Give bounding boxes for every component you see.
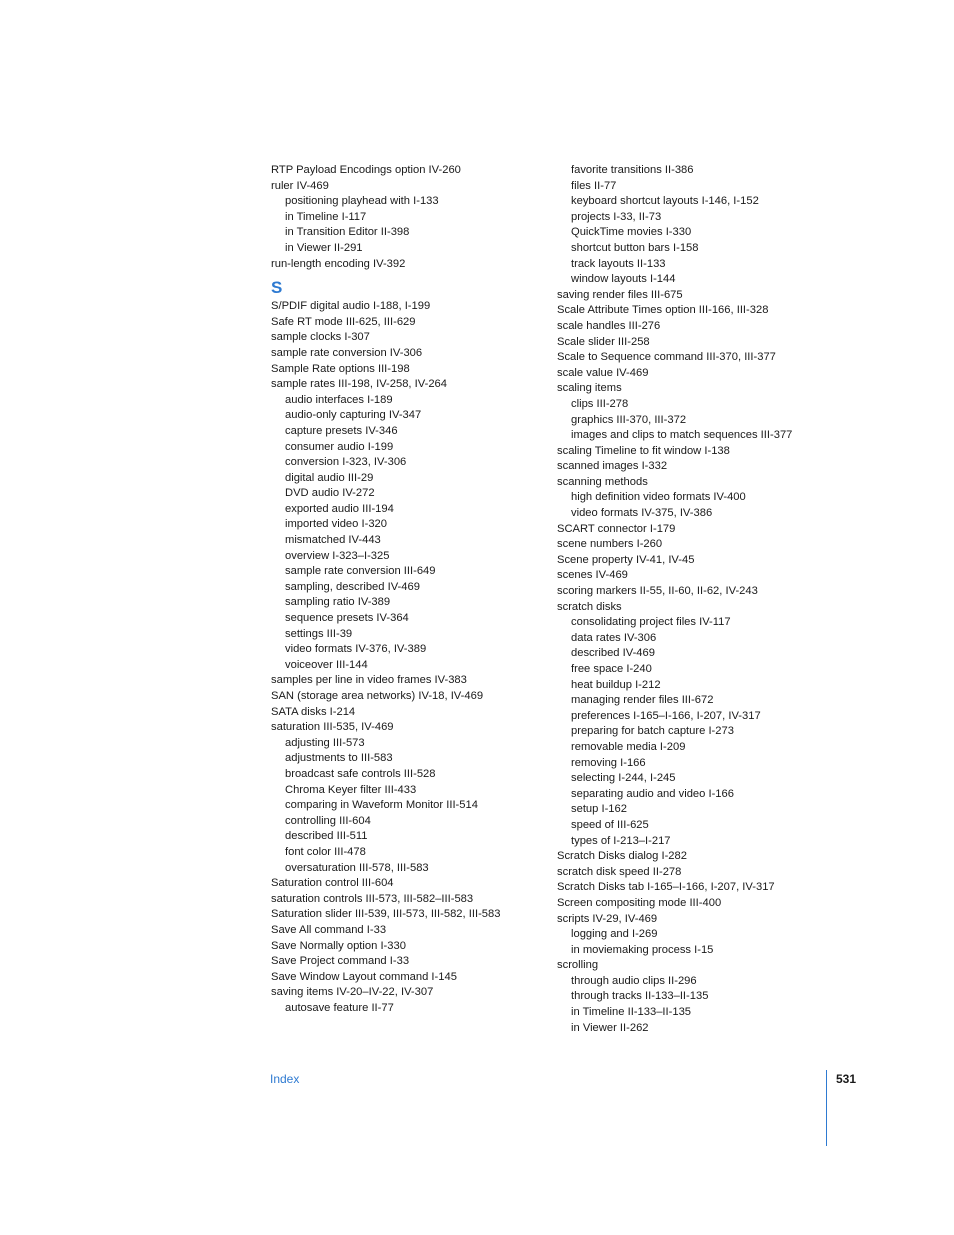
index-entry: scratch disks xyxy=(557,600,622,613)
index-subentry: track layouts II-133 xyxy=(571,257,666,270)
footer-divider xyxy=(826,1070,827,1146)
index-entry: scenes IV-469 xyxy=(557,569,628,582)
index-subentry: clips III-278 xyxy=(571,397,629,410)
index-subentry: speed of III-625 xyxy=(571,818,649,831)
index-entry: scanning methods xyxy=(557,475,648,488)
index-entry: sample rates III-198, IV-258, IV-264 xyxy=(271,378,447,391)
footer-section-label: Index xyxy=(270,1072,300,1086)
index-subentry: window layouts I-144 xyxy=(571,273,676,286)
index-entry: Save Project command I-33 xyxy=(271,955,410,968)
index-entry: Save All command I-33 xyxy=(271,923,387,936)
index-entry: Scratch Disks tab I-165–I-166, I-207, IV-317 xyxy=(557,881,775,894)
index-subentry: types of I-213–I-217 xyxy=(571,834,671,847)
index-subentry: through audio clips II-296 xyxy=(571,974,697,987)
index-subentry: video formats IV-375, IV-386 xyxy=(571,507,713,520)
index-entry: Scratch Disks dialog I-282 xyxy=(557,850,687,863)
index-subentry: autosave feature II-77 xyxy=(285,1001,394,1014)
index-subentry: QuickTime movies I-330 xyxy=(571,226,692,239)
index-entry: scaling items xyxy=(557,382,622,395)
index-subentry: files II-77 xyxy=(571,179,617,192)
index-entry: sample rate conversion IV-306 xyxy=(271,346,423,359)
index-entry: Scene property IV-41, IV-45 xyxy=(557,553,695,566)
index-entry: scene numbers I-260 xyxy=(557,538,663,551)
index-entry: saving items IV-20–IV-22, IV-307 xyxy=(271,986,434,999)
index-entry: scaling Timeline to fit window I-138 xyxy=(557,444,730,457)
index-entry: scale value IV-469 xyxy=(557,366,649,379)
index-entry: Scale to Sequence command III-370, III-377 xyxy=(557,351,776,364)
index-subentry: sequence presets IV-364 xyxy=(285,612,409,625)
index-subentry: in Timeline II-133–II-135 xyxy=(571,1006,692,1019)
index-entry: Safe RT mode III-625, III-629 xyxy=(271,315,416,328)
index-entry: sample clocks I-307 xyxy=(271,331,370,344)
index-entry: saturation controls III-573, III-582–III-583 xyxy=(271,892,474,905)
index-subentry: controlling III-604 xyxy=(285,814,371,827)
index-entry: Save Window Layout command I-145 xyxy=(271,970,457,983)
index-entry: Scale Attribute Times option III-166, III-328 xyxy=(557,304,769,317)
index-subentry: projects I-33, II-73 xyxy=(571,210,662,223)
index-entry: samples per line in video frames IV-383 xyxy=(271,674,467,687)
index-subentry: removing I-166 xyxy=(571,756,646,769)
index-section-letter: S xyxy=(271,278,283,298)
index-column-left xyxy=(271,163,561,1016)
index-entry: RTP Payload Encodings option IV-260 xyxy=(271,164,461,176)
index-subentry: voiceover III-144 xyxy=(285,658,368,671)
index-subentry: images and clips to match sequences III-377 xyxy=(571,429,793,442)
index-subentry: logging and I-269 xyxy=(571,928,658,941)
index-subentry: in moviemaking process I-15 xyxy=(571,943,714,956)
index-entry: scale handles III-276 xyxy=(557,319,661,332)
index-entry: scanned images I-332 xyxy=(557,460,668,473)
index-column-right xyxy=(557,163,857,1036)
index-entry: Saturation control III-604 xyxy=(271,877,394,890)
index-subentry: video formats IV-376, IV-389 xyxy=(285,643,427,656)
page-number: 531 xyxy=(836,1072,857,1086)
index-subentry: DVD audio IV-272 xyxy=(285,487,375,500)
index-subentry: Chroma Keyer filter III-433 xyxy=(285,783,417,796)
index-subentry: broadcast safe controls III-528 xyxy=(285,767,436,780)
index-entry: Scale slider III-258 xyxy=(557,335,650,348)
index-subentry: mismatched IV-443 xyxy=(285,534,381,547)
index-subentry: consolidating project files IV-117 xyxy=(571,616,731,629)
index-subentry: audio interfaces I-189 xyxy=(285,393,393,406)
index-subentry: removable media I-209 xyxy=(571,740,686,753)
index-subentry: described III-511 xyxy=(285,830,368,843)
index-subentry: heat buildup I-212 xyxy=(571,678,661,691)
index-subentry: free space I-240 xyxy=(571,663,652,675)
index-subentry: sampling, described IV-469 xyxy=(285,580,420,593)
index-entry: run-length encoding IV-392 xyxy=(271,257,406,270)
index-entry: scoring markers II-55, II-60, II-62, IV-243 xyxy=(557,585,758,598)
index-subentry: keyboard shortcut layouts I-146, I-152 xyxy=(571,195,759,208)
index-subentry: high definition video formats IV-400 xyxy=(571,491,746,504)
index-subentry: in Viewer II-262 xyxy=(571,1021,649,1034)
index-subentry: comparing in Waveform Monitor III-514 xyxy=(285,799,478,812)
index-entry: Save Normally option I-330 xyxy=(271,939,406,952)
index-subentry: oversaturation III-578, III-583 xyxy=(285,861,429,874)
index-subentry: exported audio III-194 xyxy=(285,502,394,515)
index-subentry: overview I-323–I-325 xyxy=(285,549,390,562)
index-entry: Screen compositing mode III-400 xyxy=(557,896,722,909)
index-subentry: preferences I-165–I-166, I-207, IV-317 xyxy=(571,709,761,722)
index-subentry: in Transition Editor II-398 xyxy=(285,226,410,239)
index-subentry: separating audio and video I-166 xyxy=(571,787,734,800)
index-subentry: digital audio III-29 xyxy=(285,471,374,484)
index-subentry: through tracks II-133–II-135 xyxy=(571,990,709,1003)
index-subentry: audio-only capturing IV-347 xyxy=(285,409,422,422)
index-subentry: sample rate conversion III-649 xyxy=(285,565,436,578)
index-subentry: data rates IV-306 xyxy=(571,631,657,644)
index-subentry: graphics III-370, III-372 xyxy=(571,413,687,426)
index-subentry: managing render files III-672 xyxy=(571,694,714,707)
index-subentry: in Timeline I-117 xyxy=(285,210,367,223)
index-entry: Saturation slider III-539, III-573, III-582, III-583 xyxy=(271,908,501,921)
index-subentry: positioning playhead with I-133 xyxy=(285,195,439,208)
index-entry: SAN (storage area networks) IV-18, IV-469 xyxy=(271,690,484,702)
index-subentry: adjusting III-573 xyxy=(285,736,365,749)
index-subentry: in Viewer II-291 xyxy=(285,241,363,254)
index-entry: saturation III-535, IV-469 xyxy=(271,721,394,734)
index-subentry: adjustments to III-583 xyxy=(285,752,393,765)
index-subentry: favorite transitions II-386 xyxy=(571,164,694,176)
index-subentry: sampling ratio IV-389 xyxy=(285,596,391,609)
index-entry: scripts IV-29, IV-469 xyxy=(557,912,658,925)
index-entry: S/PDIF digital audio I-188, I-199 xyxy=(271,300,431,313)
index-subentry: consumer audio I-199 xyxy=(285,440,394,453)
index-subentry: conversion I-323, IV-306 xyxy=(285,456,407,469)
index-subentry: selecting I-244, I-245 xyxy=(571,772,676,785)
index-subentry: capture presets IV-346 xyxy=(285,424,398,437)
index-entry: scrolling xyxy=(557,959,599,972)
index-entry: Sample Rate options III-198 xyxy=(271,362,410,375)
index-subentry: described IV-469 xyxy=(571,647,655,660)
index-subentry: setup I-162 xyxy=(571,803,627,816)
index-subentry: preparing for batch capture I-273 xyxy=(571,725,734,738)
index-subentry: shortcut button bars I-158 xyxy=(571,241,699,254)
index-subentry: font color III-478 xyxy=(285,845,366,858)
index-entry: SCART connector I-179 xyxy=(557,522,676,535)
index-entry: ruler IV-469 xyxy=(271,179,329,192)
index-subentry: settings III-39 xyxy=(285,627,353,640)
index-entry: saving render files III-675 xyxy=(557,288,683,301)
index-entry: SATA disks I-214 xyxy=(271,705,356,718)
index-entry: scratch disk speed II-278 xyxy=(557,865,682,878)
index-subentry: imported video I-320 xyxy=(285,518,387,531)
